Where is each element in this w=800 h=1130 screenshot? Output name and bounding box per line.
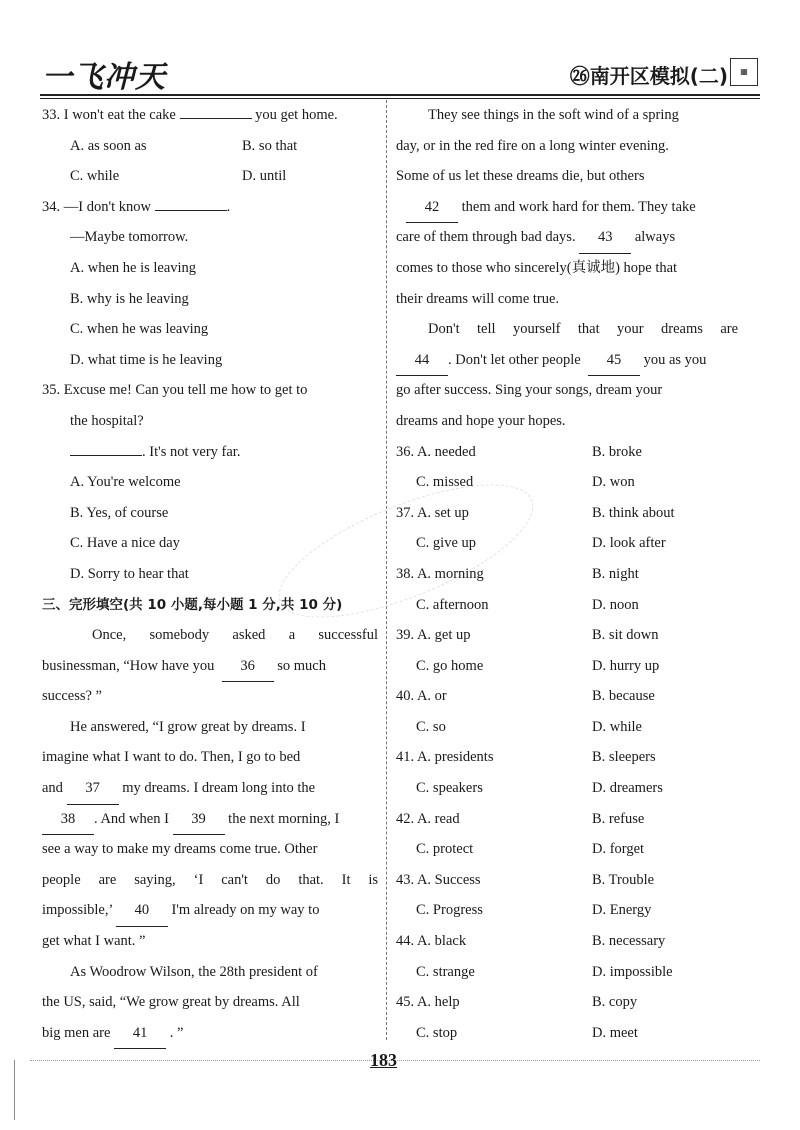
question-34-reply: —Maybe tomorrow. <box>70 229 189 246</box>
cloze-options <box>396 437 738 1049</box>
blank-37: 37 <box>67 773 119 805</box>
cloze-option: B. Trouble <box>592 871 655 888</box>
cloze-option-row <box>396 1018 738 1049</box>
cloze-option: C. protect <box>416 841 474 858</box>
passage-line: comes to those who sincerely(真诚地) hope that <box>396 259 678 276</box>
cloze-option: D. dreamers <box>592 780 663 797</box>
question-35-option-d: D. Sorry to hear that <box>70 565 189 582</box>
cloze-option-row <box>396 528 738 559</box>
cloze-option-row <box>396 865 738 896</box>
cloze-option: C. so <box>416 718 446 735</box>
passage-line: businessman, “How have you 36 so much <box>42 651 378 682</box>
cloze-option: B. sit down <box>592 627 659 644</box>
blank-39: 39 <box>173 804 225 836</box>
passage-line: They see things in the soft wind of a spring <box>428 107 679 123</box>
cloze-option: B. night <box>592 565 639 582</box>
left-column <box>42 100 378 1048</box>
question-33-options-ab: A. as soon as B. so that <box>70 137 298 154</box>
cloze-option-row <box>396 498 738 529</box>
passage-line: care of them through bad days. 43 always <box>396 222 738 253</box>
blank-43: 43 <box>579 222 631 254</box>
page-corner-icon: ▦ <box>730 58 758 86</box>
cloze-option: D. noon <box>592 596 639 613</box>
answer-blank <box>180 118 252 119</box>
cloze-option-row <box>396 773 738 804</box>
question-35-option-c: C. Have a nice day <box>70 535 180 552</box>
cloze-option: C. speakers <box>416 780 483 797</box>
answer-blank <box>70 455 142 456</box>
cloze-option: D. while <box>592 718 642 735</box>
cloze-option-row <box>396 620 738 651</box>
cloze-option: 44. A. black <box>396 933 467 950</box>
question-35-stem: 35. Excuse me! Can you tell me how to get to <box>42 382 308 399</box>
passage-line: Some of us let these dreams die, but others <box>396 168 645 185</box>
cloze-option: D. forget <box>592 841 645 858</box>
binding-edge-mark <box>14 1060 15 1120</box>
blank-36: 36 <box>222 651 274 683</box>
passage-line: 42 them and work hard for them. They take <box>396 192 738 223</box>
passage-line: impossible,’ 40 I'm already on my way to <box>42 895 378 926</box>
exam-title: ㉖南开区模拟(二) <box>569 64 728 88</box>
cloze-option-row <box>396 895 738 926</box>
passage-line: success? ” <box>42 688 102 705</box>
cloze-option: 39. A. get up <box>396 627 471 644</box>
cloze-option: B. think about <box>592 504 675 521</box>
blank-38: 38 <box>42 804 94 836</box>
cloze-option: B. broke <box>592 443 642 460</box>
cloze-option-row <box>396 712 738 743</box>
passage-line: go after success. Sing your songs, dream your <box>396 382 663 399</box>
question-35-stem-2: the hospital? <box>70 412 144 429</box>
cloze-option-row <box>396 437 738 468</box>
cloze-option: D. won <box>592 474 635 491</box>
cloze-option: B. copy <box>592 994 638 1011</box>
question-35-option-b: B. Yes, of course <box>70 504 169 521</box>
passage-line: people are saying, ‘I can't do that. It is <box>42 871 379 888</box>
cloze-option: D. Energy <box>592 902 652 919</box>
cloze-option: B. necessary <box>592 933 666 950</box>
cloze-option-row <box>396 467 738 498</box>
cloze-option: C. Progress <box>416 902 483 919</box>
cloze-option: 40. A. or <box>396 688 447 705</box>
question-33-stem: 33. I won't eat the cake you get home. <box>42 107 338 123</box>
question-34-option-c: C. when he was leaving <box>70 321 209 338</box>
cloze-option-row <box>396 559 738 590</box>
blank-44: 44 <box>396 345 448 377</box>
brand-logo: 一飞冲天 <box>42 60 166 95</box>
cloze-option: 38. A. morning <box>396 565 484 582</box>
cloze-option: C. go home <box>416 657 484 674</box>
cloze-option: C. give up <box>416 535 477 552</box>
blank-42: 42 <box>406 192 458 224</box>
cloze-option-row <box>396 590 738 621</box>
question-34-option-d: D. what time is he leaving <box>70 351 223 368</box>
passage-line: get what I want. ” <box>42 933 146 950</box>
passage-line: Don't tell yourself that your dreams are <box>428 321 739 338</box>
passage-line: their dreams will come true. <box>396 290 560 307</box>
cloze-option-row <box>396 987 738 1018</box>
header-divider-thin <box>40 98 760 99</box>
cloze-option-row <box>396 926 738 957</box>
right-column <box>396 100 738 1048</box>
question-35-stem-3: . It's not very far. <box>42 437 378 468</box>
cloze-option-row <box>396 742 738 773</box>
passage-line: 38 . And when I 39 the next morning, I <box>42 804 378 835</box>
passage-line: and 37 my dreams. I dream long into the <box>42 773 378 804</box>
blank-40: 40 <box>116 895 168 927</box>
cloze-option-row <box>396 957 738 988</box>
cloze-option: 37. A. set up <box>396 504 469 521</box>
passage-line: imagine what I want to do. Then, I go to bed <box>42 749 301 766</box>
cloze-option: B. sleepers <box>592 749 656 766</box>
passage-line: big men are 41 . ” <box>42 1018 378 1049</box>
passage-line: 44 . Don't let other people 45 you as you <box>396 345 738 376</box>
cloze-option: B. refuse <box>592 810 645 827</box>
cloze-option: C. strange <box>416 963 475 980</box>
cloze-option: D. impossible <box>592 963 673 980</box>
cloze-option: C. afternoon <box>416 596 489 613</box>
question-34-option-a: A. when he is leaving <box>70 259 197 276</box>
cloze-option: D. hurry up <box>592 657 660 674</box>
cloze-option: B. because <box>592 688 655 705</box>
cloze-option: D. meet <box>592 1024 638 1041</box>
answer-blank <box>155 210 227 211</box>
cloze-option: C. missed <box>416 474 474 491</box>
cloze-option-row <box>396 651 738 682</box>
cloze-option: 36. A. needed <box>396 443 476 460</box>
passage-line: He answered, “I grow great by dreams. I <box>70 718 306 735</box>
passage-line: see a way to make my dreams come true. Other <box>42 841 318 858</box>
cloze-option: 41. A. presidents <box>396 749 494 766</box>
question-34-option-b: B. why is he leaving <box>70 290 189 307</box>
passage-line: day, or in the red fire on a long winter evening. <box>396 137 669 154</box>
question-33-options-cd: C. while D. until <box>70 168 287 185</box>
cloze-option: 45. A. help <box>396 994 460 1011</box>
cloze-option-row <box>396 834 738 865</box>
cloze-option: D. look after <box>592 535 666 552</box>
cloze-option: 43. A. Success <box>396 871 481 888</box>
question-35-option-a: A. You're welcome <box>70 474 181 491</box>
passage-line: As Woodrow Wilson, the 28th president of <box>70 963 318 980</box>
cloze-option-row <box>396 681 738 712</box>
section-title-cloze: 三、完形填空(共 10 小题,每小题 1 分,共 10 分) <box>42 596 343 613</box>
blank-45: 45 <box>588 345 640 377</box>
page-number: 183 <box>370 1050 397 1070</box>
cloze-option: C. stop <box>416 1024 458 1041</box>
passage-line: the US, said, “We grow great by dreams. All <box>42 994 300 1011</box>
question-34-stem: 34. —I don't know . <box>42 198 231 215</box>
header-divider <box>40 94 760 96</box>
cloze-option: 42. A. read <box>396 810 460 827</box>
passage-line: dreams and hope your hopes. <box>396 412 566 429</box>
cloze-option-row <box>396 804 738 835</box>
passage-line: Once, somebody asked a successful <box>92 627 378 644</box>
blank-41: 41 <box>114 1018 166 1050</box>
